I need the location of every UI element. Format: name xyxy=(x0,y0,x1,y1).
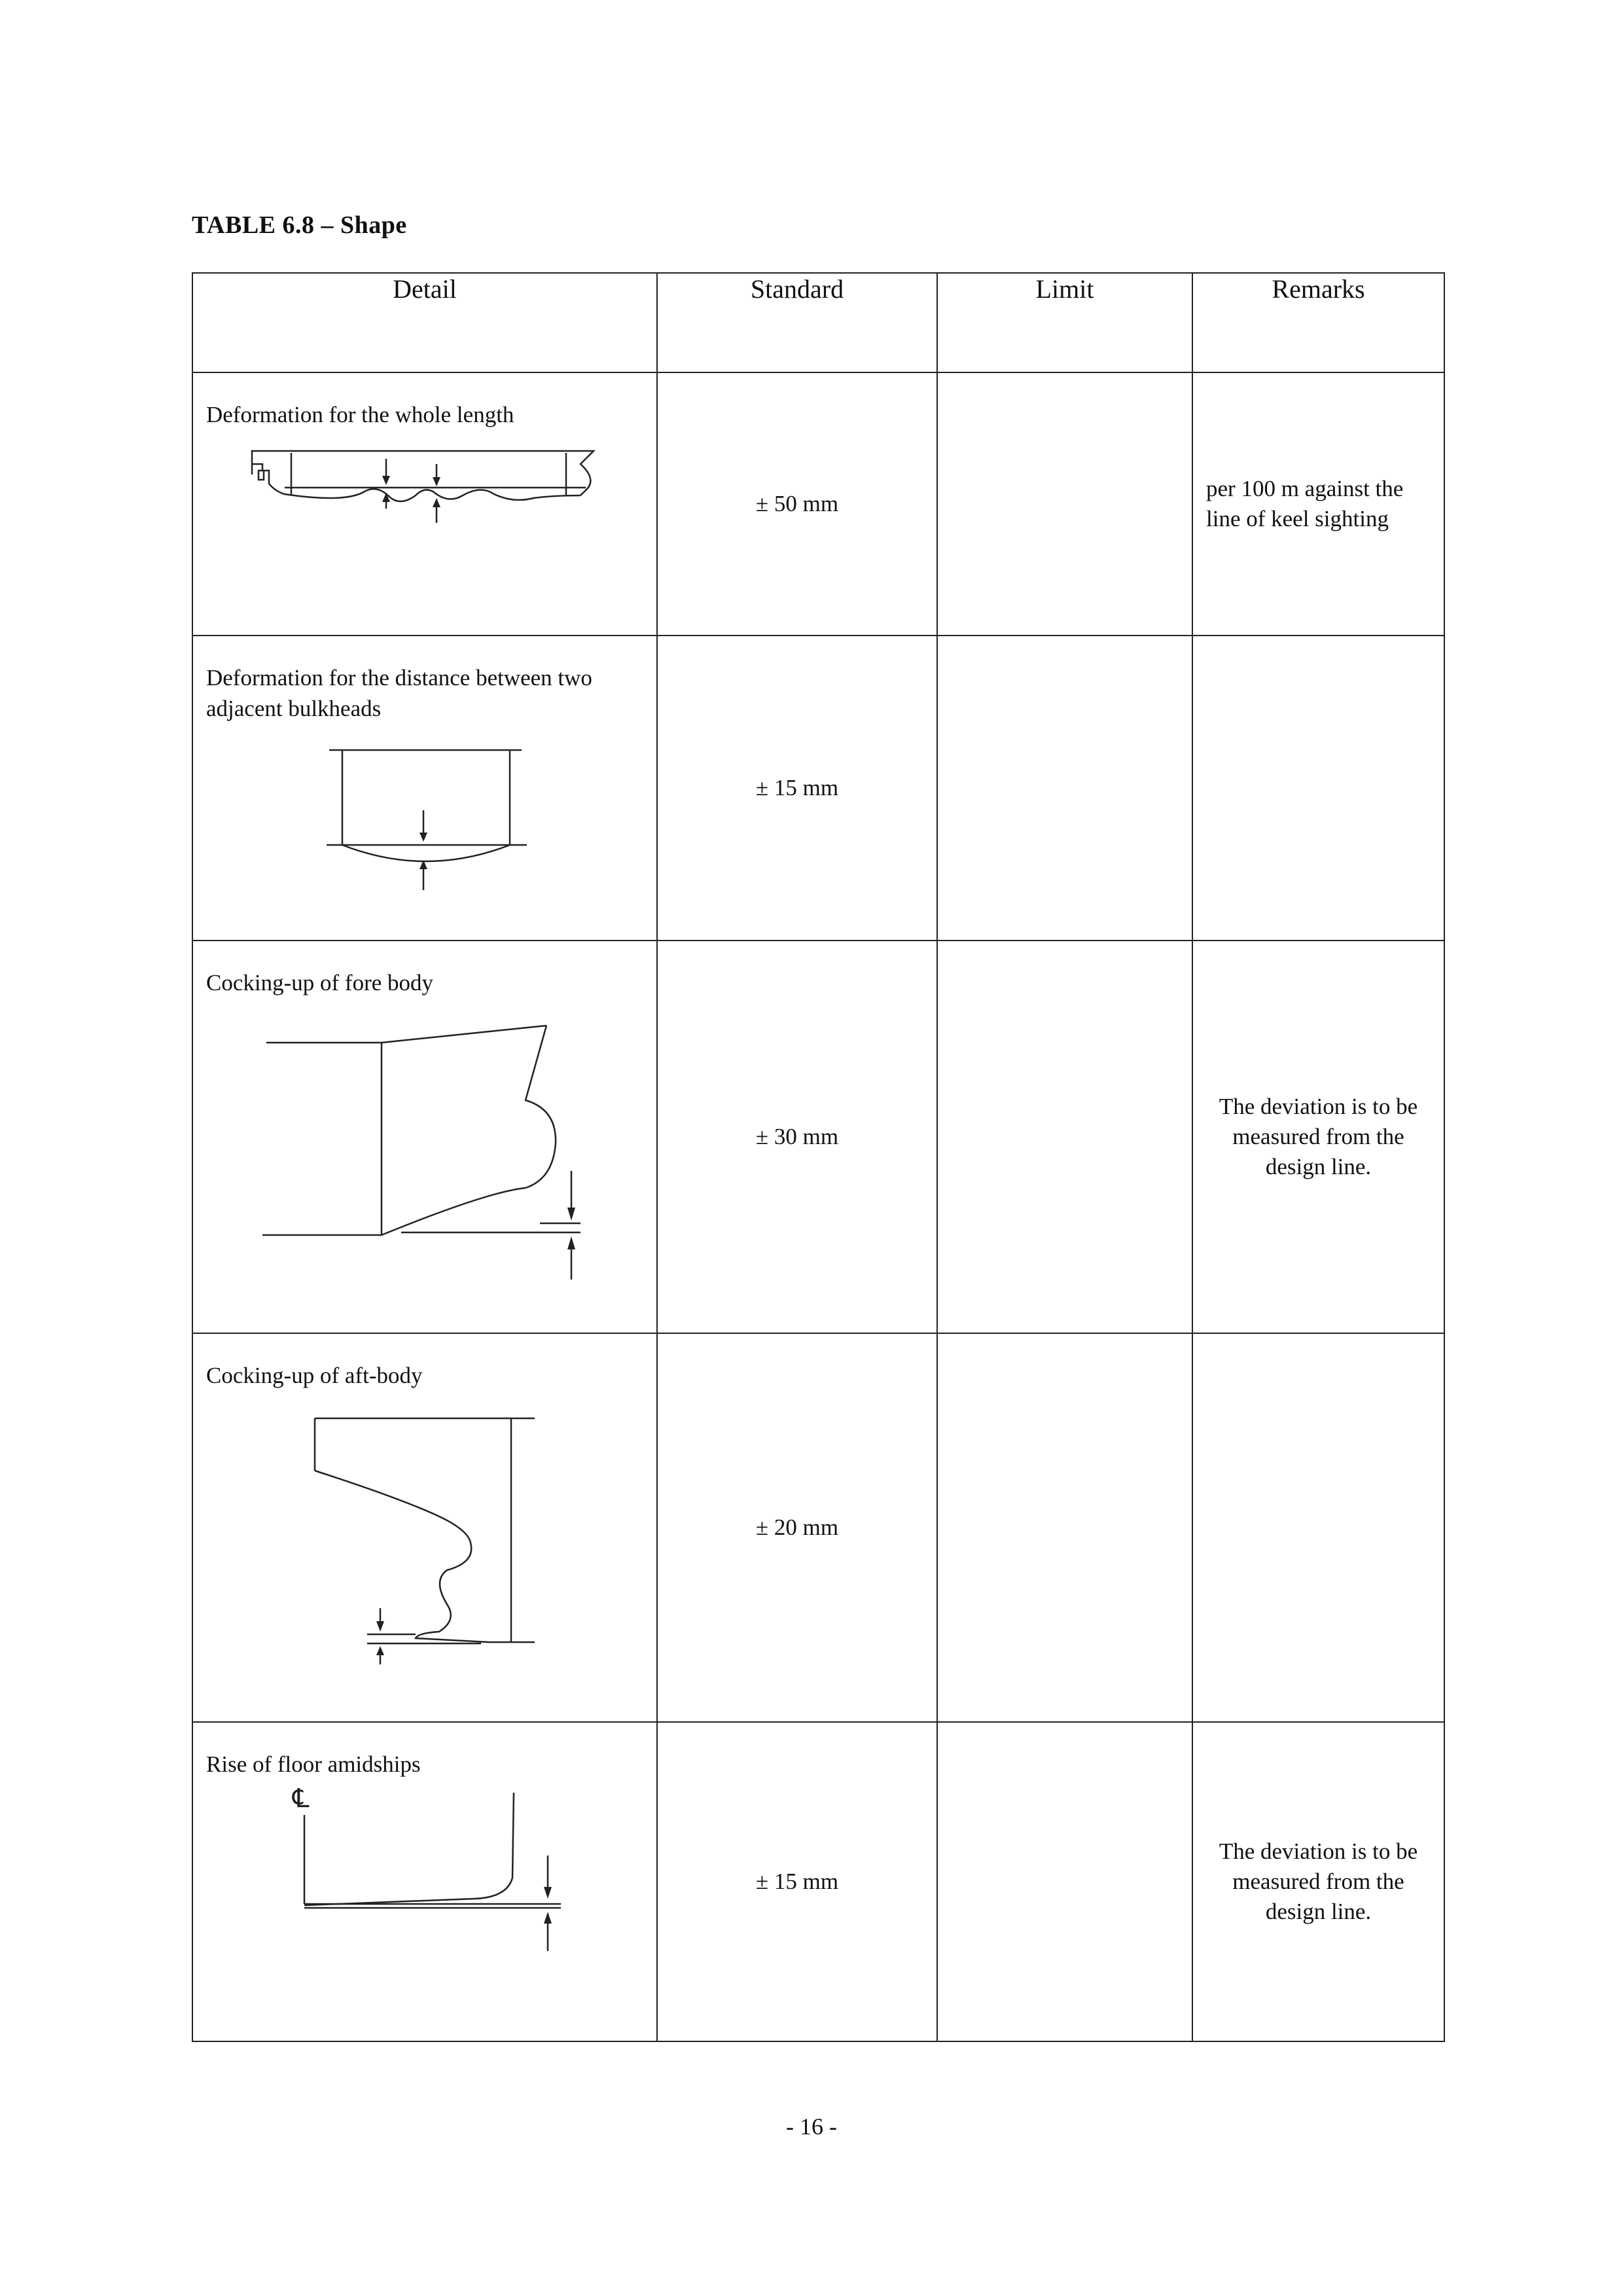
column-header-detail: Detail xyxy=(192,273,657,372)
standard-cell: ± 30 mm xyxy=(657,941,937,1333)
standard-cell: ± 15 mm xyxy=(657,636,937,941)
standard-cell: ± 20 mm xyxy=(657,1333,937,1722)
detail-text: Deformation for the distance between two adjacent bulkheads xyxy=(206,665,592,721)
hull-deflection-diagram-icon xyxy=(193,430,655,548)
table-row xyxy=(192,941,1444,1333)
remarks-cell: per 100 m against the line of keel sighting xyxy=(1192,372,1444,636)
detail-text: Rise of floor amidships xyxy=(206,1751,421,1777)
limit-cell xyxy=(937,372,1192,636)
aft-body-diagram-icon xyxy=(193,1391,655,1692)
detail-text: Cocking-up of fore body xyxy=(206,970,434,996)
limit-cell xyxy=(937,1333,1192,1722)
column-header-remarks: Remarks xyxy=(1192,273,1444,372)
limit-cell xyxy=(937,636,1192,941)
table-row xyxy=(192,1333,1444,1722)
page-number: - 16 - xyxy=(786,2113,837,2140)
remarks-cell: The deviation is to be measured from the design line. xyxy=(1192,1722,1444,2041)
table-row xyxy=(192,636,1444,941)
remarks-cell xyxy=(1192,636,1444,941)
centerline-symbol-icon: ℄ xyxy=(293,1784,310,1813)
table-header-row xyxy=(192,273,1444,372)
detail-cell xyxy=(192,941,657,1333)
column-header-standard: Standard xyxy=(657,273,937,372)
detail-cell xyxy=(192,1722,657,2041)
remarks-cell xyxy=(1192,1333,1444,1722)
limit-cell xyxy=(937,941,1192,1333)
table-row xyxy=(192,372,1444,636)
table-row xyxy=(192,1722,1444,2041)
remarks-cell: The deviation is to be measured from the design line. xyxy=(1192,941,1444,1333)
limit-cell xyxy=(937,1722,1192,2041)
standard-cell: ± 50 mm xyxy=(657,372,937,636)
shape-table xyxy=(192,272,1445,2042)
fore-body-diagram-icon xyxy=(193,998,655,1299)
column-header-limit: Limit xyxy=(937,273,1192,372)
standard-cell: ± 15 mm xyxy=(657,1722,937,2041)
detail-cell xyxy=(192,636,657,941)
detail-cell xyxy=(192,1333,657,1722)
detail-text: Deformation for the whole length xyxy=(206,402,514,427)
detail-cell xyxy=(192,372,657,636)
rise-of-floor-diagram-icon xyxy=(193,1780,655,2015)
page-title: TABLE 6.8 – Shape xyxy=(192,211,407,239)
bulkhead-sag-diagram-icon xyxy=(193,724,655,901)
detail-text: Cocking-up of aft-body xyxy=(206,1363,423,1388)
